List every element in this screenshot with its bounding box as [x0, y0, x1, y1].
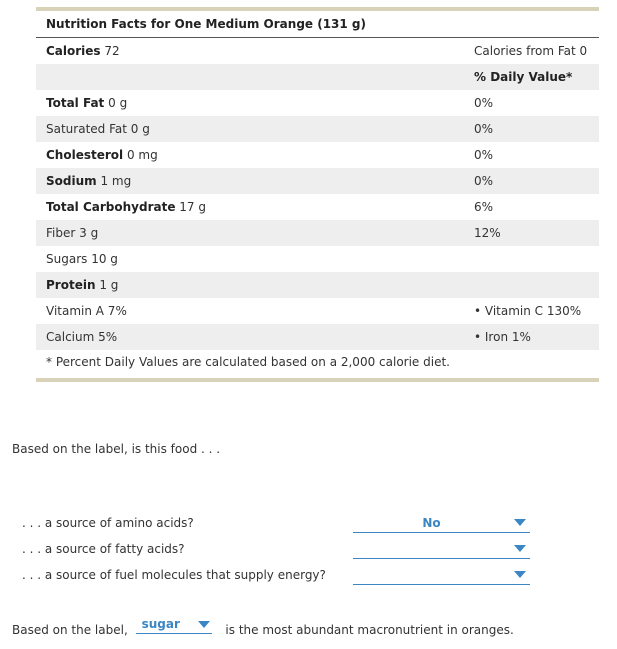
- vitamin-c: • Vitamin C 130%: [474, 304, 582, 318]
- nutrient-dv: 12%: [474, 226, 501, 240]
- dropdown-arrow-icon: [514, 545, 526, 552]
- answer-dropdown-fatty-acids[interactable]: [353, 541, 530, 559]
- calories-from-fat: Calories from Fat 0: [474, 44, 588, 58]
- calories-label: Calories: [46, 44, 101, 58]
- daily-value-header-row: [36, 64, 599, 90]
- final-suffix: is the most abundant macronutrient in oranges.: [225, 623, 514, 637]
- final-question: [12, 617, 514, 637]
- nutrient-name: Cholesterol: [46, 148, 124, 162]
- nutrient-row-total-carbohydrate: [36, 194, 599, 220]
- nutrient-amount: 1 mg: [100, 174, 132, 188]
- nutrient-row-protein: [36, 272, 599, 298]
- label-title: Nutrition Facts for One Medium Orange (131 g): [36, 11, 599, 38]
- nutrient-amount: 0 g: [108, 96, 128, 110]
- question-intro: Based on the label, is this food . . .: [12, 442, 221, 456]
- dropdown-arrow-icon: [198, 621, 210, 628]
- daily-value-header: % Daily Value*: [474, 70, 573, 84]
- question-fatty-acids: . . . a source of fatty acids?: [22, 542, 185, 556]
- nutrient-amount: 10 g: [91, 252, 118, 266]
- nutrient-name: Fiber: [46, 226, 76, 240]
- nutrient-amount: 3 g: [79, 226, 99, 240]
- nutrient-row-sugars: [36, 246, 599, 272]
- nutrient-dv: 0%: [474, 148, 494, 162]
- nutrient-name: Sugars: [46, 252, 88, 266]
- nutrient-name: Total Carbohydrate: [46, 200, 176, 214]
- nutrient-amount: 0 g: [130, 122, 150, 136]
- vitamin-a: Vitamin A 7%: [46, 304, 127, 318]
- nutrient-row-cholesterol: [36, 142, 599, 168]
- nutrient-row-total-fat: [36, 90, 599, 116]
- nutrient-dv: 6%: [474, 200, 494, 214]
- dropdown-arrow-icon: [514, 519, 526, 526]
- dropdown-value: sugar: [141, 617, 180, 631]
- dropdown-value: No: [422, 516, 441, 530]
- nutrient-row-fiber: [36, 220, 599, 246]
- vitamin-row: [36, 298, 599, 324]
- calories-row: [36, 38, 599, 64]
- calcium: Calcium 5%: [46, 330, 118, 344]
- final-prefix: Based on the label,: [12, 623, 128, 637]
- iron: • Iron 1%: [474, 330, 531, 344]
- nutrition-facts-label: [36, 7, 599, 382]
- nutrient-dv: 0%: [474, 174, 494, 188]
- nutrient-dv: 0%: [474, 122, 494, 136]
- nutrient-amount: 17 g: [179, 200, 206, 214]
- question-amino-acids: . . . a source of amino acids?: [22, 516, 194, 530]
- nutrient-name: Sodium: [46, 174, 97, 188]
- nutrient-name: Saturated Fat: [46, 122, 127, 136]
- nutrient-dv: 0%: [474, 96, 494, 110]
- answer-dropdown-amino-acids[interactable]: [353, 515, 530, 533]
- label-footnote: * Percent Daily Values are calculated based on a 2,000 calorie diet.: [46, 355, 450, 369]
- nutrient-row-sodium: [36, 168, 599, 194]
- answer-dropdown-fuel-molecules[interactable]: [353, 567, 530, 585]
- answer-dropdown-macronutrient[interactable]: [136, 617, 212, 634]
- nutrient-amount: 0 mg: [126, 148, 158, 162]
- mineral-row: [36, 324, 599, 350]
- nutrient-name: Total Fat: [46, 96, 105, 110]
- question-fuel-molecules: . . . a source of fuel molecules that supply energy?: [22, 568, 326, 582]
- nutrient-name: Protein: [46, 278, 96, 292]
- dropdown-arrow-icon: [514, 571, 526, 578]
- calories-value: 72: [104, 44, 120, 58]
- nutrient-row-saturated-fat: [36, 116, 599, 142]
- nutrient-amount: 1 g: [99, 278, 119, 292]
